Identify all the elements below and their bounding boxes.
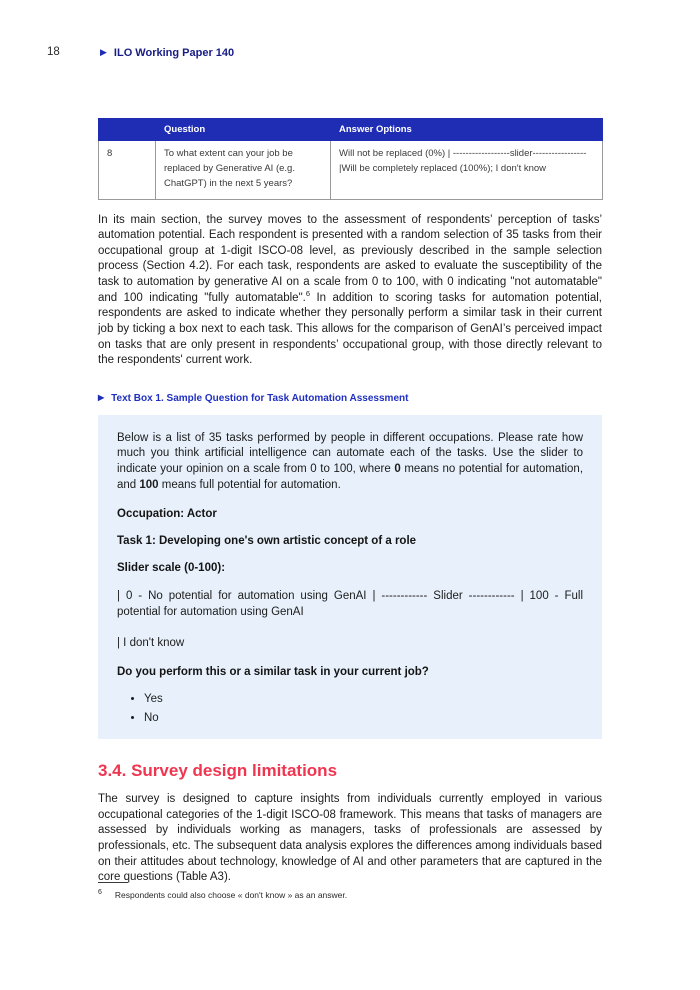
task-line: Task 1: Developing one's own artistic concept of a role xyxy=(117,535,417,548)
option-no: • No xyxy=(144,712,583,724)
header-title: ILO Working Paper 140 xyxy=(113,46,235,59)
option-yes: • Yes xyxy=(144,693,583,705)
textbox-intro xyxy=(117,431,583,494)
footnote-rule xyxy=(98,882,128,883)
footnote-text: Respondents could also choose « don't know » as an answer. xyxy=(114,890,348,900)
main-paragraph-part1: In its main section, the survey moves to the assessment of respondents’ perception of tasks’ automation potential. Each respondent is presented with a random selection of 35 tasks from their occupational group at 1-digit ISCO-08 level, as previously described in the sample selection process (Section 4.2). For each task, respondents are asked to evaluate the susceptibility of the task to automation by generative AI on a scale from 0 to 100, with 0 indicating "not automatable" and 100 indicating "fully automatable". xyxy=(98,213,602,304)
occupation-line: Occupation: Actor xyxy=(117,508,217,521)
perform-task-question: Do you perform this or a similar task in your current job? xyxy=(117,666,429,679)
textbox-caption xyxy=(98,393,602,404)
answer-options-cell: Will not be replaced (0%) | ------------------slider-----------------|Will be completely replaced (100%); I don't know xyxy=(331,141,603,200)
dont-know-line: | I don't know xyxy=(117,636,185,649)
table-row xyxy=(99,141,603,200)
textbox-caption-text: Text Box 1. Sample Question for Task Automation Assessment xyxy=(111,392,409,404)
triangle-icon: ▶ xyxy=(100,47,107,57)
slider-scale-label: Slider scale (0-100): xyxy=(117,562,226,575)
section-heading: 3.4. Survey design limitations xyxy=(98,761,338,781)
survey-question-table xyxy=(98,118,603,200)
footnote-marker: 6 xyxy=(98,889,102,897)
intro-part3: means full potential for automation. xyxy=(158,478,341,491)
footnote-reference: 6 xyxy=(305,288,311,298)
answer-options-list xyxy=(117,693,583,724)
intro-part2: means no potential for automation, and xyxy=(117,463,584,491)
section-paragraph: The survey is designed to capture insights from individuals currently employed in various occupational categories of the 1-digit ISCO-08 framework. This means that tasks of managers are assessed by individuals working as managers, tasks of professionals are assessed by professionals, etc. The subsequent data analysis explores the differences among individuals based on their attitudes about technology, knowledge of AI and other parameters that are captured in the core questions (Table A3). xyxy=(98,793,602,884)
header-title-group xyxy=(100,47,234,59)
table-header-number xyxy=(99,119,156,141)
table-header-row xyxy=(99,119,603,141)
intro-part1: Below is a list of 35 tasks performed by people in different occupations. Please rate how much you think artificial intelligence can automate each of the tasks. Use the slider to indicate your opinion on a scale from 0 to 100, where xyxy=(117,431,583,476)
main-paragraph-part2: In addition to scoring tasks for automation potential, respondents are asked to indicate whether they personally perform a similar task in their current job by ticking a box next to each task. This allows for the comparison of GenAI’s perceived impact on tasks that are only present in respondents’ occupational group, with those directly relevant to the respondents' current work. xyxy=(98,291,602,367)
footnote-line xyxy=(98,890,602,900)
footnote-area xyxy=(98,882,602,900)
page-header xyxy=(47,46,602,59)
question-cell: To what extent can your job be replaced by Generative AI (e.g. ChatGPT) in the next 5 years? xyxy=(156,141,331,200)
slider-line: | 0 - No potential for automation using GenAI | ------------ Slider ------------ | 100 - Full potential for automation using GenAI xyxy=(117,590,583,618)
table-header-answer-options: Answer Options xyxy=(331,119,603,141)
main-paragraph xyxy=(98,213,602,369)
intro-bold-hundred: 100 xyxy=(139,478,159,491)
triangle-icon: ▶ xyxy=(98,393,105,403)
page-number: 18 xyxy=(47,46,60,58)
table-header-question: Question xyxy=(156,119,331,141)
sample-question-box xyxy=(98,415,602,739)
question-number-cell: 8 xyxy=(99,141,156,200)
intro-bold-zero: 0 xyxy=(394,463,401,476)
content-column xyxy=(98,118,602,886)
